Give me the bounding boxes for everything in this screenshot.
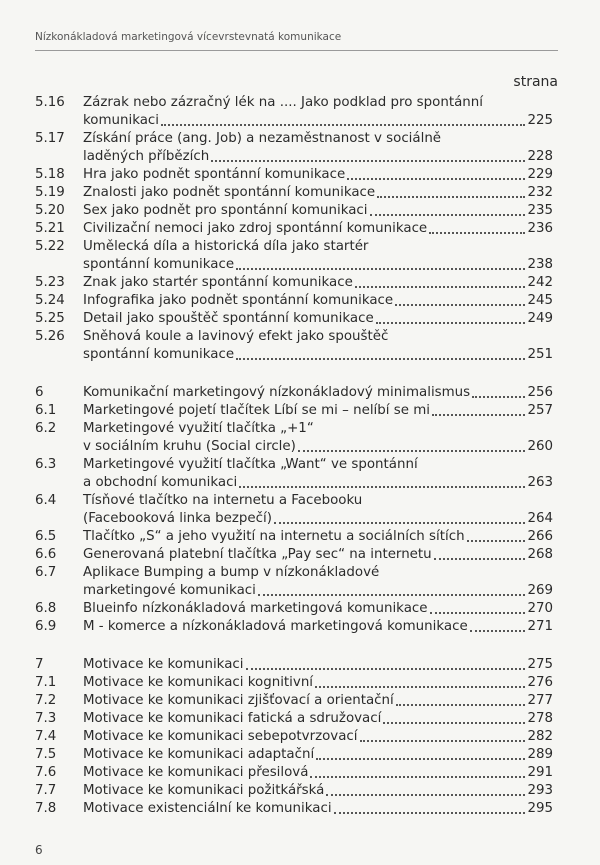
entry-number: 6.4: [35, 493, 57, 508]
running-head: Nízkonákladová marketingová vícevrstevnatá komunikace: [35, 31, 342, 43]
entry-title: M - komerce a nízkonákladová marketingová komunikace: [83, 619, 468, 634]
toc-entry[interactable]: [35, 692, 553, 710]
dot-leader: [355, 286, 526, 288]
entry-number: 5.20: [35, 203, 65, 218]
toc-entry[interactable]: [35, 456, 553, 492]
toc-entry[interactable]: [35, 238, 553, 274]
toc-entry[interactable]: [35, 94, 553, 130]
section-gap: [35, 364, 553, 384]
dot-leader: [310, 776, 525, 778]
entry-number: 6.3: [35, 457, 57, 472]
entry-title: Znak jako startér spontánní komunikace: [83, 275, 353, 290]
dot-leader: [315, 686, 525, 688]
entry-number: 7.8: [35, 801, 57, 816]
entry-title: Tísňové tlačítko na internetu a Facebooku: [83, 493, 363, 508]
entry-number: 6.2: [35, 421, 57, 436]
entry-page: 269: [527, 583, 553, 598]
toc-entry[interactable]: [35, 130, 553, 166]
entry-title: Motivace existenciální ke komunikaci: [83, 801, 332, 816]
entry-number: 5.16: [35, 95, 65, 110]
toc-entry[interactable]: [35, 800, 553, 818]
toc-entry[interactable]: [35, 328, 553, 364]
entry-title: (Facebooková linka bezpečí): [83, 511, 272, 526]
toc-entry[interactable]: [35, 274, 553, 292]
entry-title: Motivace ke komunikaci požitkářská: [83, 783, 325, 798]
entry-number: 5.25: [35, 311, 65, 326]
toc-entry[interactable]: [35, 656, 553, 674]
dot-leader: [246, 668, 526, 670]
toc-entry[interactable]: [35, 220, 553, 238]
dot-leader: [376, 322, 526, 324]
entry-title: Aplikace Bumping a bump v nízkonákladové: [83, 565, 380, 580]
toc-entry[interactable]: [35, 528, 553, 546]
entry-page: 263: [527, 475, 553, 490]
dot-leader: [326, 794, 525, 796]
entry-page: 271: [527, 619, 553, 634]
dot-leader: [211, 160, 525, 162]
toc-entry[interactable]: [35, 618, 553, 636]
entry-title: Motivace ke komunikaci sebepotvrzovací: [83, 729, 358, 744]
dot-leader: [370, 214, 526, 216]
entry-page: 266: [527, 529, 553, 544]
entry-title: Marketingové využití tlačítka „+1“: [83, 421, 314, 436]
dot-leader: [239, 486, 525, 488]
entry-title: a obchodní komunikaci: [83, 475, 238, 490]
entry-number: 7.5: [35, 747, 57, 762]
dot-leader: [236, 268, 525, 270]
entry-title: Motivace ke komunikaci: [83, 657, 244, 672]
entry-number: 6.6: [35, 547, 57, 562]
entry-page: 293: [527, 783, 553, 798]
toc-entry[interactable]: [35, 674, 553, 692]
entry-title: komunikaci: [83, 113, 160, 128]
entry-number: 6: [35, 385, 44, 400]
header-rule: [35, 50, 558, 51]
entry-page: 256: [527, 385, 553, 400]
entry-page: 277: [527, 693, 553, 708]
entry-title: Motivace ke komunikaci adaptační: [83, 747, 315, 762]
entry-page: 236: [527, 221, 553, 236]
entry-number: 5.21: [35, 221, 65, 236]
entry-page: 257: [527, 403, 553, 418]
toc-entry[interactable]: [35, 420, 553, 456]
entry-number: 7.2: [35, 693, 57, 708]
dot-leader: [395, 304, 525, 306]
table-of-contents: [35, 94, 553, 818]
page-column-label: strana: [513, 74, 558, 90]
entry-number: 7.7: [35, 783, 57, 798]
toc-entry[interactable]: [35, 310, 553, 328]
toc-entry[interactable]: [35, 746, 553, 764]
entry-page: 232: [527, 185, 553, 200]
entry-title: Komunikační marketingový nízkonákladový minimalismus: [83, 385, 471, 400]
entry-title: Generovaná platební tlačítka „Pay sec“ na internetu: [83, 547, 432, 562]
entry-title: Znalosti jako podnět spontánní komunikace: [83, 185, 376, 200]
toc-entry[interactable]: [35, 782, 553, 800]
dot-leader: [258, 594, 526, 596]
entry-number: 5.24: [35, 293, 65, 308]
entry-number: 7.3: [35, 711, 57, 726]
entry-title: Získání práce (ang. Job) a nezaměstnanost v sociálně: [83, 131, 442, 146]
entry-number: 7.1: [35, 675, 57, 690]
entry-page: 251: [527, 347, 553, 362]
dot-leader: [298, 450, 526, 452]
entry-number: 7.6: [35, 765, 57, 780]
dot-leader: [467, 540, 526, 542]
toc-entry[interactable]: [35, 184, 553, 202]
entry-title: Zázrak nebo zázračný lék na .... Jako podklad pro spontánní: [83, 95, 483, 110]
entry-title: Motivace ke komunikaci fatická a sdružovací: [83, 711, 382, 726]
entry-title: Motivace ke komunikaci zjišťovací a orientační: [83, 693, 394, 708]
entry-title: Detail jako spouštěč spontánní komunikace: [83, 311, 374, 326]
entry-page: 242: [527, 275, 553, 290]
toc-entry[interactable]: [35, 600, 553, 618]
entry-title: spontánní komunikace: [83, 347, 235, 362]
entry-number: 5.19: [35, 185, 65, 200]
section-gap: [35, 636, 553, 656]
dot-leader: [432, 414, 525, 416]
entry-number: 5.17: [35, 131, 65, 146]
dot-leader: [334, 812, 526, 814]
entry-number: 5.23: [35, 275, 65, 290]
entry-page: 289: [527, 747, 553, 762]
toc-entry[interactable]: [35, 202, 553, 220]
entry-page: 225: [527, 113, 553, 128]
entry-number: 6.1: [35, 403, 57, 418]
entry-page: 276: [527, 675, 553, 690]
entry-page: 275: [527, 657, 553, 672]
entry-page: 238: [527, 257, 553, 272]
toc-entry[interactable]: [35, 546, 553, 564]
entry-title: laděných příbězích: [83, 149, 210, 164]
entry-number: 6.9: [35, 619, 57, 634]
entry-number: 5.26: [35, 329, 65, 344]
dot-leader: [236, 358, 525, 360]
entry-page: 264: [527, 511, 553, 526]
entry-title: spontánní komunikace: [83, 257, 235, 272]
page-number: 6: [35, 843, 43, 857]
entry-page: 229: [527, 167, 553, 182]
entry-page: 282: [527, 729, 553, 744]
entry-page: 249: [527, 311, 553, 326]
dot-leader: [161, 124, 525, 126]
toc-entry[interactable]: [35, 728, 553, 746]
toc-entry[interactable]: [35, 492, 553, 528]
dot-leader: [470, 630, 526, 632]
entry-title: Tlačítko „S“ a jeho využití na internetu a sociálních sítích: [83, 529, 465, 544]
entry-number: 5.18: [35, 167, 65, 182]
toc-entry[interactable]: [35, 402, 553, 420]
entry-number: 5.22: [35, 239, 65, 254]
dot-leader: [274, 522, 525, 524]
dot-leader: [316, 758, 525, 760]
entry-title: Marketingové pojetí tlačítek Líbí se mi – nelíbí se mi: [83, 403, 430, 418]
entry-number: 6.8: [35, 601, 57, 616]
entry-page: 295: [527, 801, 553, 816]
dot-leader: [434, 558, 526, 560]
entry-title: Sex jako podnět pro spontánní komunikaci: [83, 203, 368, 218]
entry-title: Hra jako podnět spontánní komunikace: [83, 167, 346, 182]
entry-title: Marketingové využití tlačítka „Want“ ve spontánní: [83, 457, 418, 472]
entry-title: Sněhová koule a lavinový efekt jako spouštěč: [83, 329, 389, 344]
dot-leader: [396, 704, 526, 706]
entry-page: 268: [527, 547, 553, 562]
entry-title: Motivace ke komunikaci přesilová: [83, 765, 309, 780]
toc-entry[interactable]: [35, 710, 553, 728]
entry-page: 291: [527, 765, 553, 780]
entry-page: 228: [527, 149, 553, 164]
entry-title: marketingové komunikaci: [83, 583, 256, 598]
entry-title: Civilizační nemoci jako zdroj spontánní komunikace: [83, 221, 428, 236]
entry-page: 260: [527, 439, 553, 454]
toc-entry[interactable]: [35, 564, 553, 600]
dot-leader: [429, 232, 525, 234]
entry-number: 6.5: [35, 529, 57, 544]
dot-leader: [360, 740, 526, 742]
toc-entry[interactable]: [35, 166, 553, 184]
dot-leader: [347, 178, 525, 180]
toc-entry[interactable]: [35, 384, 553, 402]
dot-leader: [430, 612, 526, 614]
entry-page: 235: [527, 203, 553, 218]
entry-title: Infografika jako podnět spontánní komunikace: [83, 293, 394, 308]
entry-title: Umělecká díla a historická díla jako startér: [83, 239, 369, 254]
entry-page: 245: [527, 293, 553, 308]
toc-entry[interactable]: [35, 292, 553, 310]
dot-leader: [383, 722, 525, 724]
entry-title: Motivace ke komunikaci kognitivní: [83, 675, 314, 690]
entry-number: 7.4: [35, 729, 57, 744]
dot-leader: [377, 196, 525, 198]
entry-number: 7: [35, 657, 44, 672]
entry-page: 278: [527, 711, 553, 726]
entry-page: 270: [527, 601, 553, 616]
dot-leader: [472, 396, 525, 398]
entry-title: v sociálním kruhu (Social circle): [83, 439, 296, 454]
toc-entry[interactable]: [35, 764, 553, 782]
entry-title: Blueinfo nízkonákladová marketingová komunikace: [83, 601, 428, 616]
entry-number: 6.7: [35, 565, 57, 580]
